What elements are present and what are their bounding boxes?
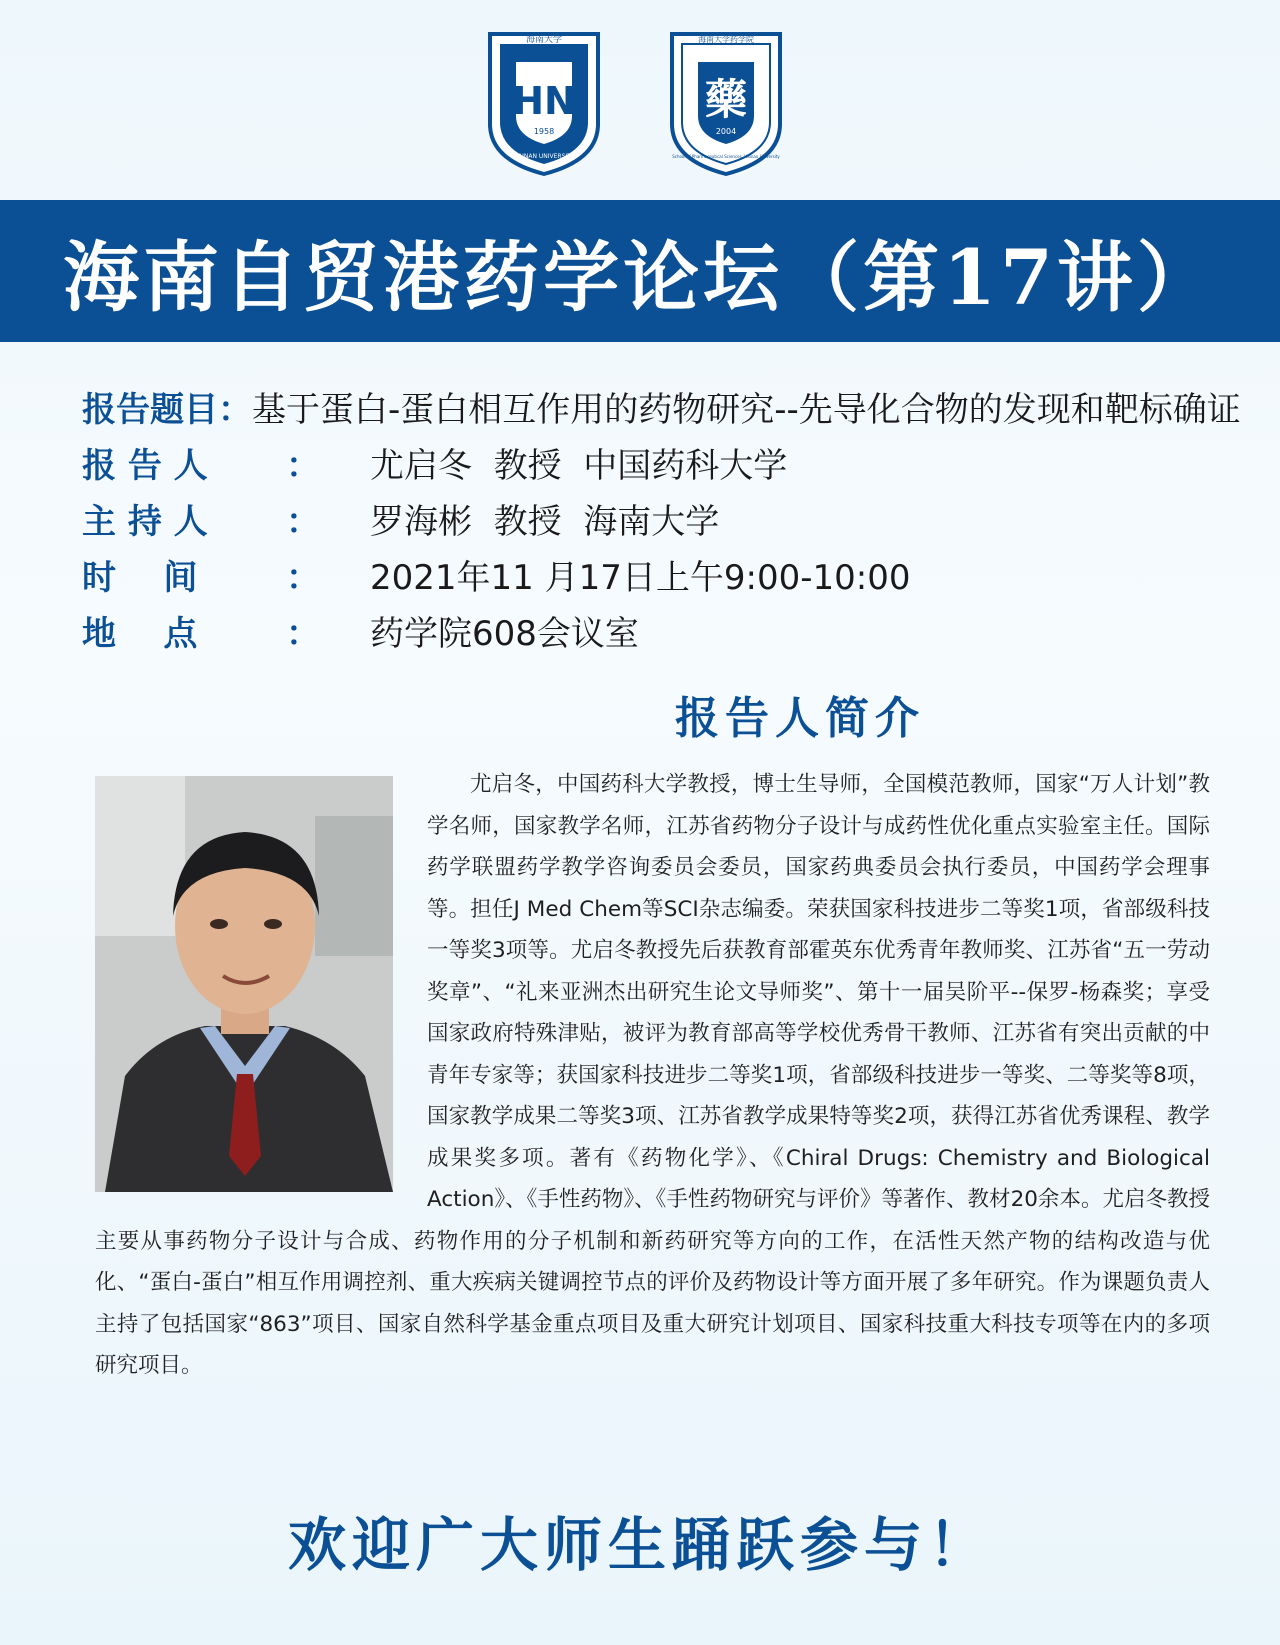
info-value-host: 罗海彬 教授 海南大学 <box>370 501 720 542</box>
info-label-topic: 报告题目 <box>82 389 218 430</box>
hn-emblem-side-text: HAINAN UNIVERSITY <box>513 153 575 160</box>
pharm-emblem-top-text: 海南大学药学院 <box>698 35 754 44</box>
pharm-monogram: 藥 <box>704 75 748 124</box>
forum-title: 海南自贸港药学论坛（第17讲） <box>63 232 1217 322</box>
info-colon: ： <box>286 445 320 486</box>
info-label-host: 主 持 人 <box>82 501 208 542</box>
hn-emblem-top-text: 海南大学 <box>525 35 563 45</box>
hn-emblem-year: 1958 <box>533 127 555 136</box>
info-colon: ： <box>218 389 252 430</box>
school-of-pharmacy-emblem-icon <box>668 28 784 178</box>
hainan-university-emblem-icon <box>486 28 602 178</box>
info-colon: ： <box>286 613 320 654</box>
info-value-speaker: 尤启冬 教授 中国药科大学 <box>370 445 788 486</box>
bio-heading: 报告人简介 <box>675 693 925 744</box>
info-value-time: 2021年11 月17日上午9:00-10:00 <box>370 557 911 598</box>
info-row-time <box>82 546 1232 602</box>
info-row-speaker <box>82 434 1232 490</box>
event-info <box>82 378 1241 658</box>
info-label-speaker: 报 告 人 <box>82 445 208 486</box>
speaker-portrait <box>95 776 393 1192</box>
speaker-bio <box>95 772 1210 1387</box>
info-value-location: 药学院608会议室 <box>370 613 639 654</box>
pharm-emblem-side-text: School of Pharmaceutical Sciences, Hainan University <box>672 154 780 159</box>
logo-bar <box>0 28 1280 178</box>
speaker-portrait-illustration <box>95 776 393 1192</box>
info-row-topic <box>82 378 1241 434</box>
hn-monogram: HN <box>512 79 576 123</box>
pharm-emblem-year: 2004 <box>715 127 737 136</box>
info-colon: ： <box>286 501 320 542</box>
info-label-location: 地 点 <box>82 613 198 654</box>
info-value-topic: 基于蛋白-蛋白相互作用的药物研究--先导化合物的发现和靶标确证 <box>252 389 1241 430</box>
info-row-host <box>82 490 1232 546</box>
welcome-footer: 欢迎广大师生踊跃参与！ <box>287 1511 992 1579</box>
title-banner <box>0 200 1280 342</box>
info-colon: ： <box>286 557 320 598</box>
info-row-location <box>82 602 1232 658</box>
bio-text: 尤启冬，中国药科大学教授，博士生导师，全国模范教师，国家“万人计划”教学名师，国家教学名师，江苏省药物分子设计与成药性优化重点实验室主任。国际药学联盟药学教学咨询委员会委员，国家药典委员会执行委员，中国药学会理事等。担任J Med Chem等SCI杂志编委。荣获国家科技进步二等奖1项，省部级科技一等奖3项等。尤启冬教授先后获教育部霍英东优秀青年教师奖、江苏省“五一劳动奖章”、“礼来亚洲杰出研究生论文导师奖”、第十一届吴阶平--保罗-杨森奖；享受国家政府特殊津贴，被评为教育部高等学校优秀骨干教师、江苏省有突出贡献的中青年专家等；获国家科技进步二等奖1项，省部级科技进步一等奖、二等奖等8项，国家教学成果二等奖3项、江苏省教学成果特等奖2项，获得江苏省优秀课程、教学成果奖多项。著有《药物化学》、《Chiral Drugs: Chemistry and Biological Action》、《手性药物》、《手性药物研究与评价》等著作、教材20余本。尤启冬教授主要从事药物分子设计与合成、药物作用的分子机制和新药研究等方向的工作，在活性天然产物的结构改造与优化、“蛋白-蛋白”相互作用调控剂、重大疾病关键调控节点的评价及药物设计等方面开展了多年研究。作为课题负责人主持了包括国家“863”项目、国家自然科学基金重点项目及重大研究计划项目、国家科技重大科技专项等在内的多项研究项目。 <box>95 772 1210 1378</box>
info-label-time: 时 间 <box>82 557 198 598</box>
